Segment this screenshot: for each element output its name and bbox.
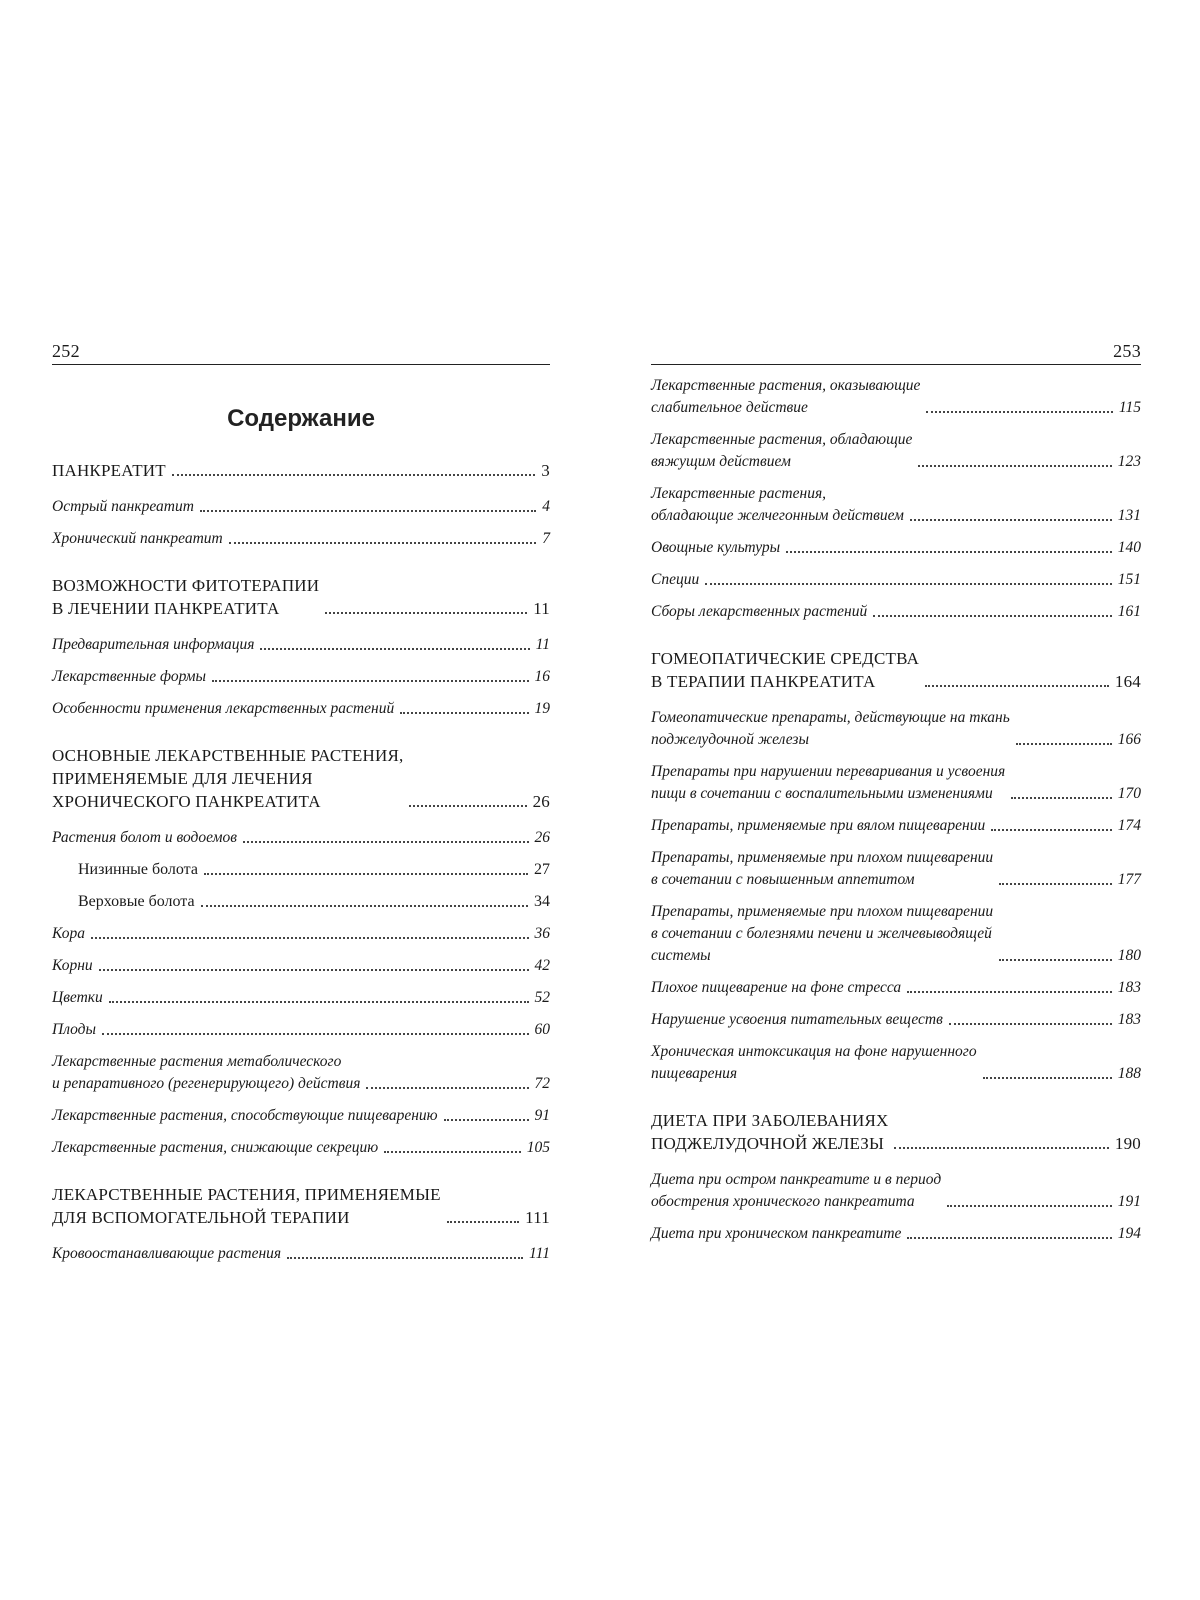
toc-entry-line: Диета при остром панкреатите и в период bbox=[651, 1171, 942, 1188]
contents-title: Содержание bbox=[227, 405, 375, 432]
toc-entry-line: Растения болот и водоемов bbox=[52, 829, 237, 846]
toc-section-entry bbox=[52, 827, 550, 849]
toc-entry-title bbox=[651, 815, 985, 837]
toc-section-entry bbox=[651, 977, 1141, 999]
toc-chapter-entry bbox=[52, 1183, 550, 1229]
dot-leader bbox=[444, 1119, 529, 1121]
toc-section-entry bbox=[52, 528, 550, 550]
toc-entry-line: обладающие желчегонным действием bbox=[651, 507, 904, 524]
toc-list bbox=[651, 375, 1141, 1245]
dot-leader bbox=[947, 1205, 1112, 1207]
toc-entry-line: обострения хронического панкреатита bbox=[651, 1193, 915, 1210]
toc-page-number: 111 bbox=[525, 1208, 550, 1227]
dot-leader bbox=[400, 712, 528, 714]
dot-leader bbox=[229, 542, 537, 544]
toc-section-entry bbox=[651, 707, 1141, 751]
toc-entry-line: Сборы лекарственных растений bbox=[651, 603, 868, 620]
toc-page-number: 27 bbox=[534, 861, 550, 878]
toc-entry-title bbox=[651, 847, 993, 891]
toc-entry-line: Специи bbox=[651, 571, 700, 588]
toc-entry-line: Цветки bbox=[52, 989, 103, 1006]
toc-entry-title bbox=[52, 528, 223, 550]
toc-entry-line: Хроническая интоксикация на фоне нарушенного bbox=[651, 1043, 977, 1060]
toc-entry-title bbox=[52, 698, 394, 720]
dot-leader bbox=[200, 510, 536, 512]
toc-entry-title bbox=[52, 987, 103, 1009]
dot-leader bbox=[991, 829, 1112, 831]
page-number: 252 bbox=[52, 341, 80, 361]
dot-leader bbox=[447, 1221, 519, 1223]
toc-section-entry bbox=[651, 1041, 1141, 1085]
dot-leader bbox=[918, 465, 1111, 467]
toc-entry-title bbox=[651, 429, 912, 473]
toc-section-entry bbox=[651, 483, 1141, 527]
toc-page-number: 164 bbox=[1114, 672, 1141, 691]
toc-entry-title bbox=[78, 891, 195, 913]
toc-section-entry bbox=[651, 537, 1141, 559]
toc-entry-line: Корни bbox=[52, 957, 93, 974]
dot-leader bbox=[1016, 743, 1112, 745]
toc-entry-title bbox=[52, 666, 206, 688]
toc-page-number: 16 bbox=[534, 668, 550, 685]
toc-page-number: 190 bbox=[1114, 1134, 1141, 1153]
toc-entry-title bbox=[52, 1137, 378, 1159]
dot-leader bbox=[172, 474, 535, 476]
toc-entry-line: Лекарственные растения, обладающие bbox=[651, 431, 913, 448]
toc-page-number: 115 bbox=[1118, 399, 1141, 416]
toc-section-entry bbox=[52, 1243, 550, 1265]
toc-entry-title bbox=[651, 1009, 943, 1031]
toc-entry-line: Низинные болота bbox=[78, 861, 198, 878]
toc-entry-title bbox=[651, 375, 920, 419]
toc-entry-title bbox=[651, 901, 993, 967]
dot-leader bbox=[109, 1001, 529, 1003]
toc-entry-title bbox=[651, 601, 867, 623]
toc-page-number: 34 bbox=[534, 893, 550, 910]
toc-section-entry bbox=[52, 1105, 550, 1127]
toc-page-number: 191 bbox=[1117, 1193, 1141, 1210]
toc-entry-line: Лекарственные растения метаболического bbox=[52, 1053, 342, 1070]
toc-entry-line: Нарушение усвоения питательных веществ bbox=[651, 1011, 943, 1028]
toc-entry-line: и репаративного (регенерирующего) действия bbox=[52, 1075, 361, 1092]
toc-page-number: 3 bbox=[541, 461, 550, 480]
dot-leader bbox=[705, 583, 1112, 585]
toc-entry-line: Плоды bbox=[52, 1021, 97, 1038]
dot-leader bbox=[983, 1077, 1112, 1079]
dot-leader bbox=[907, 991, 1112, 993]
dot-leader bbox=[873, 615, 1111, 617]
toc-entry-title bbox=[52, 1183, 441, 1229]
toc-entry-line: ПАНКРЕАТИТ bbox=[52, 461, 166, 480]
toc-page-number: 180 bbox=[1117, 947, 1141, 964]
toc-page-number: 183 bbox=[1117, 979, 1141, 996]
toc-page-number: 170 bbox=[1117, 785, 1141, 802]
toc-chapter-entry bbox=[52, 744, 550, 813]
toc-entry-line: Плохое пищеварение на фоне стресса bbox=[651, 979, 902, 996]
toc-page-number: 60 bbox=[534, 1021, 550, 1038]
toc-page-number: 194 bbox=[1117, 1225, 1141, 1242]
toc-entry-line: Препараты, применяемые при плохом пищеварении bbox=[651, 903, 994, 920]
toc-section-entry bbox=[651, 761, 1141, 805]
dot-leader bbox=[366, 1087, 528, 1089]
dot-leader bbox=[999, 883, 1112, 885]
dot-leader bbox=[325, 612, 527, 614]
toc-entry-title bbox=[651, 761, 1005, 805]
dot-leader bbox=[910, 519, 1112, 521]
toc-section-entry bbox=[651, 375, 1141, 419]
toc-entry-line: Лекарственные растения, способствующие пищеварению bbox=[52, 1107, 438, 1124]
dot-leader bbox=[1011, 797, 1112, 799]
toc-section-entry bbox=[52, 1019, 550, 1041]
toc-entry-line: в сочетании с болезнями печени и желчевыводящей bbox=[651, 925, 992, 942]
toc-page-number: 42 bbox=[534, 957, 550, 974]
toc-subsection-entry bbox=[52, 859, 550, 881]
toc-entry-title bbox=[651, 1223, 901, 1245]
toc-section-entry bbox=[651, 429, 1141, 473]
toc-entry-line: ХРОНИЧЕСКОГО ПАНКРЕАТИТА bbox=[52, 792, 321, 811]
dot-leader bbox=[999, 959, 1112, 961]
left-page bbox=[52, 336, 550, 1265]
dot-leader bbox=[260, 648, 529, 650]
toc-entry-title bbox=[52, 1243, 281, 1265]
toc-entry-line: Диета при хроническом панкреатите bbox=[651, 1225, 902, 1242]
toc-page-number: 19 bbox=[534, 700, 550, 717]
toc-page-number: 140 bbox=[1117, 539, 1141, 556]
toc-entry-line: пищеварения bbox=[651, 1065, 738, 1082]
dot-leader bbox=[99, 969, 529, 971]
toc-entry-line: поджелудочной железы bbox=[651, 731, 809, 748]
toc-entry-line: Лекарственные формы bbox=[52, 668, 206, 685]
dot-leader bbox=[894, 1147, 1108, 1149]
toc-entry-line: Лекарственные растения, bbox=[651, 485, 827, 502]
dot-leader bbox=[925, 685, 1109, 687]
toc-entry-line: ДИЕТА ПРИ ЗАБОЛЕВАНИЯХ bbox=[651, 1111, 889, 1130]
toc-section-entry bbox=[651, 569, 1141, 591]
toc-entry-line: ВОЗМОЖНОСТИ ФИТОТЕРАПИИ bbox=[52, 576, 320, 595]
toc-entry-line: ОСНОВНЫЕ ЛЕКАРСТВЕННЫЕ РАСТЕНИЯ, bbox=[52, 746, 404, 765]
toc-entry-line: в сочетании с повышенным аппетитом bbox=[651, 871, 915, 888]
toc-entry-line: Хронический панкреатит bbox=[52, 530, 223, 547]
right-page-header bbox=[651, 336, 1141, 365]
left-page-header bbox=[52, 336, 550, 365]
toc-page-number: 151 bbox=[1117, 571, 1141, 588]
toc-entry-line: ЛЕКАРСТВЕННЫЕ РАСТЕНИЯ, ПРИМЕНЯЕМЫЕ bbox=[52, 1185, 441, 1204]
toc-entry-line: Лекарственные растения, снижающие секрецию bbox=[52, 1139, 379, 1156]
toc-entry-title bbox=[651, 707, 1010, 751]
toc-section-entry bbox=[52, 1051, 550, 1095]
dot-leader bbox=[243, 841, 529, 843]
toc-section-entry bbox=[651, 901, 1141, 967]
toc-entry-line: Препараты, применяемые при плохом пищеварении bbox=[651, 849, 994, 866]
toc-page-number: 161 bbox=[1117, 603, 1141, 620]
toc-entry-title bbox=[52, 827, 237, 849]
toc-entry-line: Верховые болота bbox=[78, 893, 195, 910]
toc-entry-title bbox=[52, 496, 194, 518]
toc-entry-line: системы bbox=[651, 947, 711, 964]
toc-entry-line: Овощные культуры bbox=[651, 539, 781, 556]
toc-page-number: 131 bbox=[1117, 507, 1141, 524]
toc-entry-title bbox=[651, 647, 919, 693]
toc-entry-line: В ТЕРАПИИ ПАНКРЕАТИТА bbox=[651, 672, 876, 691]
toc-page-number: 26 bbox=[534, 829, 550, 846]
toc-entry-title bbox=[651, 483, 904, 527]
dot-leader bbox=[949, 1023, 1112, 1025]
toc-entry-line: Острый панкреатит bbox=[52, 498, 194, 515]
toc-page-number: 36 bbox=[534, 925, 550, 942]
toc-entry-title bbox=[52, 923, 85, 945]
toc-page-number: 188 bbox=[1117, 1065, 1141, 1082]
toc-entry-title bbox=[651, 537, 780, 559]
toc-section-entry bbox=[651, 815, 1141, 837]
toc-entry-line: ГОМЕОПАТИЧЕСКИЕ СРЕДСТВА bbox=[651, 649, 920, 668]
toc-entry-title bbox=[52, 634, 254, 656]
toc-section-entry bbox=[651, 601, 1141, 623]
toc-section-entry bbox=[52, 955, 550, 977]
toc-entry-line: В ЛЕЧЕНИИ ПАНКРЕАТИТА bbox=[52, 599, 280, 618]
dot-leader bbox=[409, 805, 526, 807]
toc-entry-line: пищи в сочетании с воспалительными изменениями bbox=[651, 785, 993, 802]
toc-page-number: 174 bbox=[1117, 817, 1141, 834]
toc-chapter-entry bbox=[651, 647, 1141, 693]
toc-entry-title bbox=[651, 569, 699, 591]
toc-page-number: 52 bbox=[534, 989, 550, 1006]
toc-entry-line: Предварительная информация bbox=[52, 636, 255, 653]
toc-section-entry bbox=[651, 847, 1141, 891]
toc-entry-line: Лекарственные растения, оказывающие bbox=[651, 377, 921, 394]
toc-section-entry bbox=[52, 496, 550, 518]
toc-page-number: 26 bbox=[532, 792, 550, 811]
toc-section-entry bbox=[52, 634, 550, 656]
dot-leader bbox=[287, 1257, 523, 1259]
dot-leader bbox=[91, 937, 529, 939]
toc-entry-line: Кровоостанавливающие растения bbox=[52, 1245, 282, 1262]
toc-entry-line: Препараты, применяемые при вялом пищеварении bbox=[651, 817, 986, 834]
toc-entry-title bbox=[651, 1169, 941, 1213]
right-page bbox=[651, 336, 1141, 1245]
toc-entry-title bbox=[52, 744, 403, 813]
toc-entry-line: Препараты при нарушении переваривания и усвоения bbox=[651, 763, 1006, 780]
dot-leader bbox=[102, 1033, 528, 1035]
toc-entry-line: ПРИМЕНЯЕМЫЕ ДЛЯ ЛЕЧЕНИЯ bbox=[52, 769, 313, 788]
toc-entry-line: Кора bbox=[52, 925, 85, 942]
toc-page-number: 123 bbox=[1117, 453, 1141, 470]
toc-entry-line: Гомеопатические препараты, действующие на ткань bbox=[651, 709, 1010, 726]
toc-entry-title bbox=[651, 1109, 888, 1155]
toc-entry-title bbox=[52, 574, 319, 620]
toc-entry-line: ПОДЖЕЛУДОЧНОЙ ЖЕЛЕЗЫ bbox=[651, 1134, 884, 1153]
toc-entry-line: Особенности применения лекарственных растений bbox=[52, 700, 395, 717]
toc-page-number: 91 bbox=[534, 1107, 550, 1124]
toc-chapter-entry bbox=[52, 574, 550, 620]
toc-chapter-entry bbox=[651, 1109, 1141, 1155]
toc-page-number: 177 bbox=[1117, 871, 1141, 888]
toc-page-number: 7 bbox=[542, 530, 550, 547]
dot-leader bbox=[907, 1237, 1111, 1239]
toc-section-entry bbox=[52, 987, 550, 1009]
toc-section-entry bbox=[52, 923, 550, 945]
dot-leader bbox=[786, 551, 1112, 553]
toc-list bbox=[52, 459, 550, 1265]
toc-entry-title bbox=[52, 1105, 438, 1127]
toc-page-number: 105 bbox=[526, 1139, 550, 1156]
toc-page-number: 4 bbox=[542, 498, 550, 515]
toc-entry-line: слабительное действие bbox=[651, 399, 808, 416]
toc-section-entry bbox=[52, 698, 550, 720]
toc-entry-title bbox=[651, 977, 901, 999]
toc-page-number: 72 bbox=[534, 1075, 550, 1092]
dot-leader bbox=[204, 873, 528, 875]
dot-leader bbox=[201, 905, 528, 907]
toc-entry-title bbox=[52, 1019, 96, 1041]
toc-page-number: 166 bbox=[1117, 731, 1141, 748]
dot-leader bbox=[384, 1151, 521, 1153]
toc-entry-title bbox=[651, 1041, 977, 1085]
toc-section-entry bbox=[52, 1137, 550, 1159]
toc-page-number: 183 bbox=[1117, 1011, 1141, 1028]
dot-leader bbox=[212, 680, 529, 682]
toc-section-entry bbox=[651, 1009, 1141, 1031]
toc-section-entry bbox=[651, 1169, 1141, 1213]
toc-entry-title bbox=[52, 1051, 360, 1095]
toc-page-number: 111 bbox=[529, 1245, 550, 1262]
dot-leader bbox=[926, 411, 1112, 413]
toc-chapter-entry bbox=[52, 459, 550, 482]
toc-subsection-entry bbox=[52, 891, 550, 913]
toc-entry-title bbox=[52, 955, 93, 977]
toc-page-number: 11 bbox=[533, 599, 550, 618]
toc-entry-line: ДЛЯ ВСПОМОГАТЕЛЬНОЙ ТЕРАПИИ bbox=[52, 1208, 350, 1227]
toc-page-number: 11 bbox=[535, 636, 550, 653]
toc-section-entry bbox=[52, 666, 550, 688]
toc-entry-title bbox=[52, 459, 166, 482]
toc-entry-line: вяжущим действием bbox=[651, 453, 791, 470]
page-number: 253 bbox=[1113, 341, 1141, 361]
toc-section-entry bbox=[651, 1223, 1141, 1245]
toc-entry-title bbox=[78, 859, 198, 881]
